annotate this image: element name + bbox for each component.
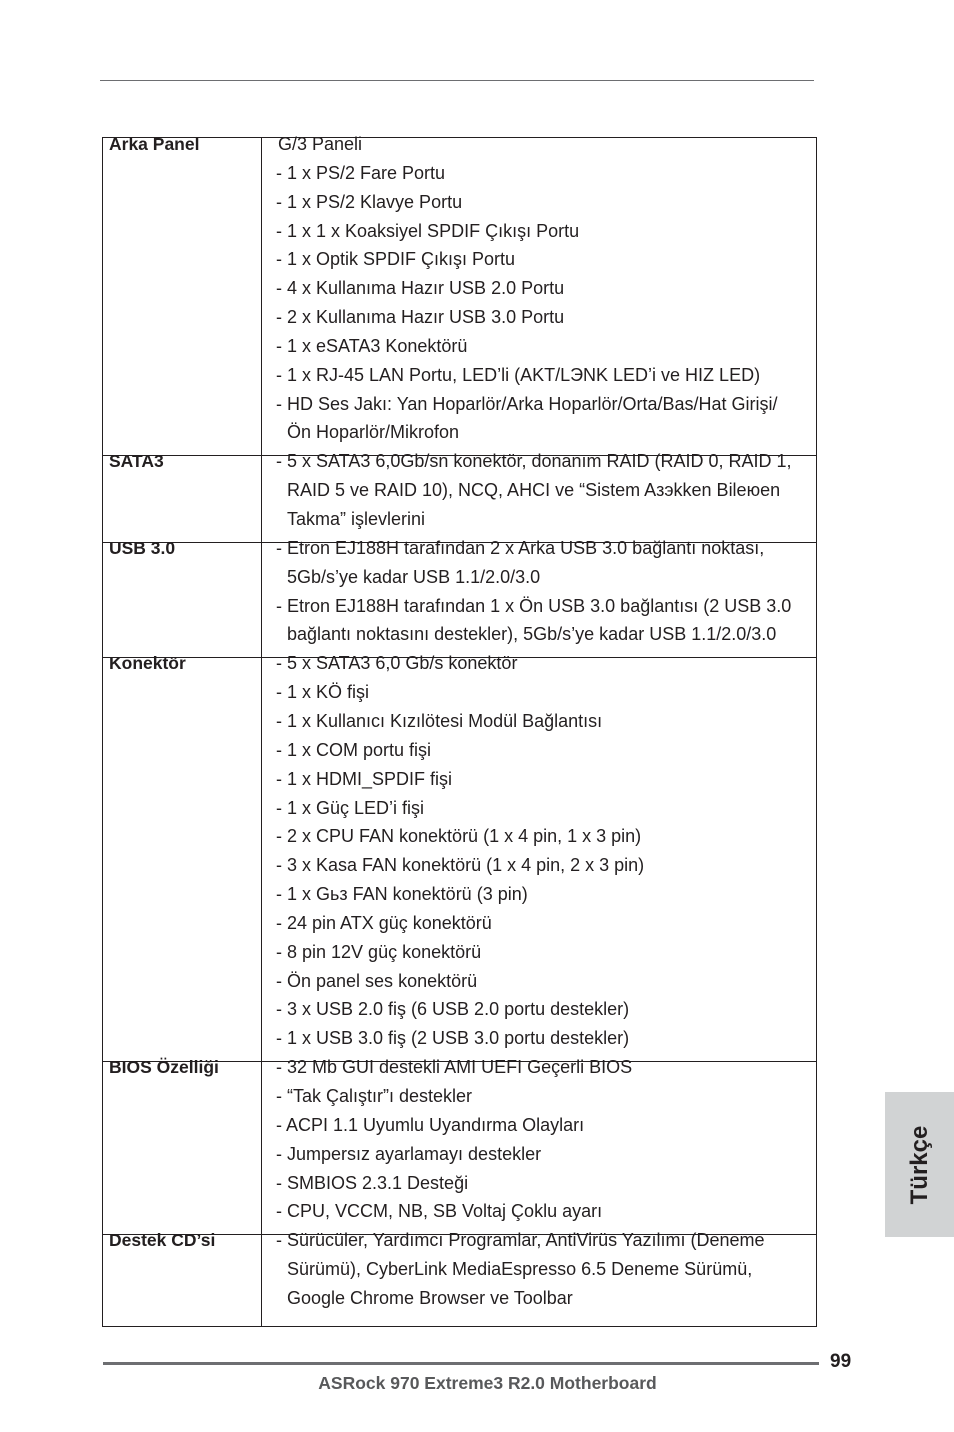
spec-values	[276, 133, 816, 450]
spec-line: - ACPI 1.1 Uyumlu Uyandırma Olayları	[276, 1114, 585, 1135]
spec-line: - 1 x COM portu fişi	[276, 739, 432, 760]
spec-line: - Jumpersız ayarlamayı destekler	[276, 1143, 542, 1164]
spec-section	[103, 1057, 816, 1234]
spec-line: - 1 x Kullanıcı Kızılötesi Modül Bağlantısı	[276, 710, 603, 731]
spec-line: Ön Hoparlör/Mikrofon	[287, 422, 460, 443]
spec-line: - Etron EJ188H tarafından 1 x Ön USB 3.0 bağlantısı (2 USB 3.0	[276, 595, 792, 616]
spec-line: - 1 x KÖ fişi	[276, 682, 370, 703]
spec-line: - Etron EJ188H tarafından 2 x Arka USB 3.0 bağlantı noktası,	[276, 537, 765, 558]
spec-table	[102, 134, 817, 1327]
spec-line: - CPU, VCCM, NB, SB Voltaj Çoklu ayarı	[276, 1201, 603, 1222]
spec-line: - 24 pin ATX güç konektörü	[276, 912, 492, 933]
spec-line: Takma” işlevlerini	[287, 509, 426, 530]
header-rule	[100, 80, 814, 81]
spec-section	[103, 537, 816, 657]
spec-section	[103, 653, 816, 1061]
page-number: 99	[830, 1351, 852, 1372]
spec-line: - 1 x USB 3.0 fiş (2 USB 3.0 portu destekler)	[276, 1028, 630, 1049]
spec-line: G/3 Paneli	[278, 134, 363, 154]
spec-line: - 1 x Güç LED’i fişi	[276, 797, 425, 818]
spec-label: BIOS Özelliği	[109, 1057, 219, 1078]
spec-line: - 1 x RJ-45 LAN Portu, LED’li (AKT/LЭNK LED’i ve HIZ LED)	[276, 364, 761, 385]
spec-line: - 8 pin 12V güç konektörü	[276, 941, 482, 962]
spec-line: - 1 x 1 x Koaksiyel SPDIF Çıkışı Portu	[276, 220, 580, 241]
spec-line: - Sürücüler, Yardımcı Programlar, AntiVirüs Yazılımı (Deneme	[276, 1230, 765, 1251]
spec-line: Google Chrome Browser ve Toolbar	[287, 1287, 573, 1308]
spec-line: - 1 x eSATA3 Konektörü	[276, 335, 468, 356]
spec-line: - Ön panel ses konektörü	[276, 970, 478, 991]
spec-line: - 1 x PS/2 Klavye Portu	[276, 191, 463, 212]
spec-line: - “Tak Çalıştır”ı destekler	[276, 1086, 473, 1107]
spec-line: - 3 x Kasa FAN konektörü (1 x 4 pin, 2 x 3 pin)	[276, 855, 645, 876]
spec-label: SATA3	[109, 451, 164, 472]
spec-values	[276, 450, 816, 537]
spec-values	[276, 1056, 816, 1229]
spec-label: USB 3.0	[109, 537, 176, 558]
footer-rule	[103, 1362, 819, 1365]
spec-line: - HD Ses Jakı: Yan Hoparlör/Arka Hoparlör/Orta/Bas/Hat Girişi/	[276, 393, 778, 414]
spec-line: - 2 x CPU FAN konektörü (1 x 4 pin, 1 x 3 pin)	[276, 826, 642, 847]
spec-line: bağlantı noktasını destekler), 5Gb/s’ye kadar USB 1.1/2.0/3.0	[287, 624, 777, 645]
spec-line: - 1 x Optik SPDIF Çıkışı Portu	[276, 249, 516, 270]
spec-line: - 2 x Kullanıma Hazır USB 3.0 Portu	[276, 307, 565, 328]
spec-line: - 5 x SATA3 6,0Gb/sn konektör, donanım RAID (RAID 0, RAID 1,	[276, 451, 792, 472]
spec-values	[276, 537, 816, 652]
spec-label: Konektör	[109, 653, 186, 674]
spec-line: - 1 x HDMI_SPDIF fişi	[276, 768, 453, 789]
spec-line: - 5 x SATA3 6,0 Gb/s konektör	[276, 653, 518, 674]
spec-label: Arka Panel	[109, 134, 200, 154]
language-tab-label: Türkçe	[905, 1125, 933, 1204]
spec-line: - 4 x Kullanıma Hazır USB 2.0 Portu	[276, 278, 565, 299]
language-tab	[885, 1092, 954, 1237]
spec-values	[276, 1229, 816, 1316]
spec-line: - 1 x Gьз FAN konektörü (3 pin)	[276, 884, 528, 905]
spec-line: 5Gb/s’ye kadar USB 1.1/2.0/3.0	[287, 566, 541, 587]
spec-line: RAID 5 ve RAID 10), NCQ, AHCI ve “Sistem Aзэkken Bileюen	[287, 480, 781, 501]
spec-line: - 1 x PS/2 Fare Portu	[276, 162, 446, 183]
spec-section	[103, 134, 816, 455]
spec-line: - SMBIOS 2.3.1 Desteği	[276, 1172, 469, 1193]
spec-section	[103, 1230, 816, 1321]
spec-line: - 32 Mb GUI destekli AMI UEFI Geçerli BIOS	[276, 1057, 633, 1078]
spec-values	[276, 652, 816, 1056]
spec-label: Destek CD’si	[109, 1230, 216, 1251]
spec-line: Sürümü), CyberLink MediaEspresso 6.5 Deneme Sürümü,	[287, 1259, 753, 1280]
spec-line: - 3 x USB 2.0 fiş (6 USB 2.0 portu destekler)	[276, 999, 630, 1020]
spec-section	[103, 451, 816, 542]
footer-title: ASRock 970 Extreme3 R2.0 Motherboard	[318, 1373, 657, 1393]
